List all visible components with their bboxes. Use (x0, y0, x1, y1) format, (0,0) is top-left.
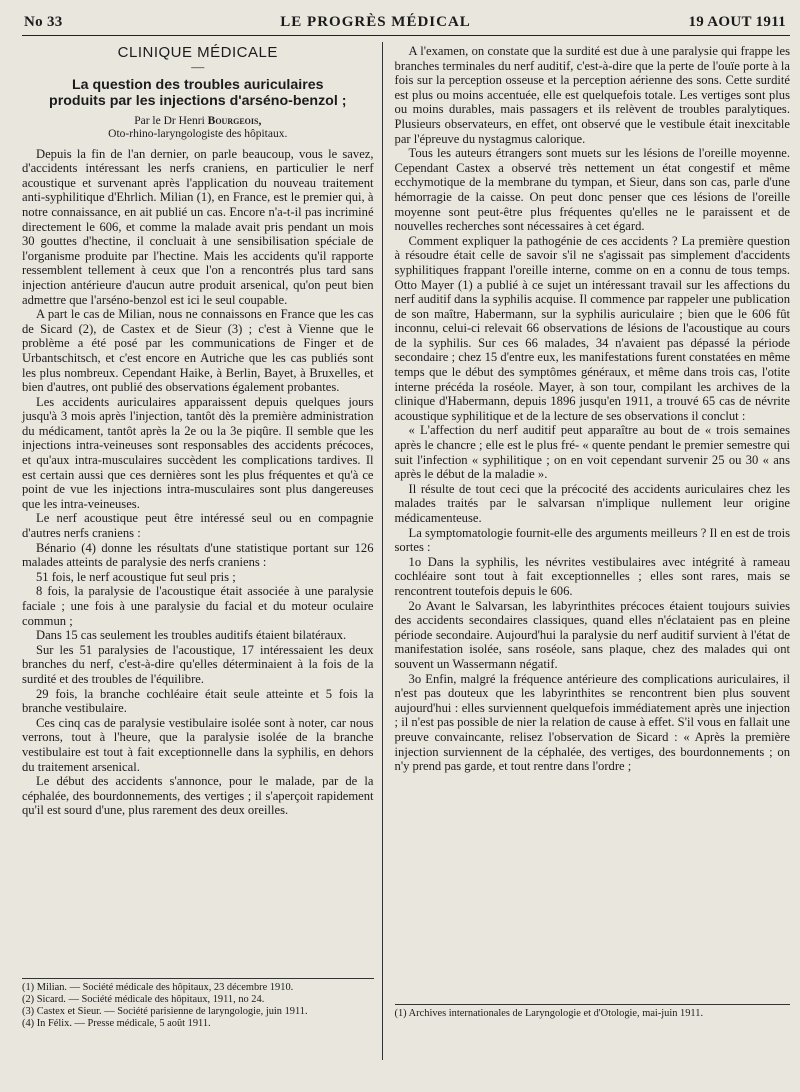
paragraph: A part le cas de Milian, nous ne connaissons en France que les cas de Sicard (2), de Castex et de Sieur (3) ; c'est à Vienne que le problème a été posé par les communications de Finger et de Urbantschitsch, et c'est encore en Autriche que les cas publiés sont les plus nombreux. Cependant Haike, à Berlin, Bayet, à Bruxelles, et bien d'autres, ont publié des observations également probantes. (22, 307, 374, 395)
paragraph: Comment expliquer la pathogénie de ces accidents ? La première question à résoudre était celle de savoir s'il ne s'agissait pas simplement d'accidents syphilitiques frappant l'oreille interne, comme on en a connu de tous temps. Otto Mayer (1) a publié à ce sujet un intéressant travail sur les affections du nerf auditif dans la syphilis acquise. Il commence par rappeler une publication de son maître, Habermann, sur la syphilis auriculaire ; bien que le 606 fût inconnu, celui-ci relevait 66 observations de lésions de l'acoustique au cours de la syphilis. Sur ces 66 malades, 34 n'avaient pas dépassé la période secondaire ; chez 15 d'entre eux, les manifestations furent constatées en même temps que le début des symptômes généraux, et même dans trois cas, l'otite interne précéda la roséole. Mayer, à son tour, compilant les archives de la clinique d'Habermann, depuis 1896 jusqu'en 1911, a trouvé 65 cas de névrite acoustique syphilitique et de la lecture de ses observations il conclut : (394, 233, 790, 423)
paragraph: 2o Avant le Salvarsan, les labyrinthites précoces étaient toujours suivies des accidents secondaires classiques, quand elles n'éclataient pas en pleine période secondaire. Aujourd'hui la paralysie du nerf auditif survient à l'état de manifestation isolée, sans roséole, sans plaque, chez des malades qui ont souvent un Wassermann négatif. (394, 598, 790, 671)
right-footnotes (395, 1004, 790, 1020)
footnote: (2) Sicard. — Société médicale des hôpitaux, 1911, no 24. (22, 994, 265, 1005)
article-title-line-1: La question des troubles auriculaires (72, 76, 324, 93)
author-name: Bourgeois, (207, 114, 262, 127)
two-column-body (22, 36, 790, 1064)
left-body-text (22, 147, 374, 818)
running-header (22, 14, 790, 36)
paragraph: Bénario (4) donne les résultats d'une statistique portant sur 126 malades atteints de paralysie des nerfs craniens : (22, 540, 374, 570)
paragraph: Le nerf acoustique peut être intéressé seul ou en compagnie d'autres nerfs craniens : (22, 511, 374, 541)
paragraph: Sur les 51 paralysies de l'acoustique, 17 intéressaient les deux branches du nerf, c'est-à-dire qu'elles déterminaient à la fois de la surdité et des troubles de l'équilibre. (22, 642, 374, 686)
paragraph: Le début des accidents s'annonce, pour le malade, par de la céphalée, des bourdonnements, des vertiges ; il s'aperçoit rapidement qu'il est sourd d'une, plus rarement des deux oreilles. (22, 774, 374, 818)
left-column (22, 36, 382, 1064)
paragraph: Ces cinq cas de paralysie vestibulaire isolée sont à noter, car nous verrons, tout à l'heure, que la paralysie isolée de la branche vestibulaire est tout à fait exceptionnelle dans la syphilis, en dehors du traitement arsenical. (22, 715, 374, 774)
paragraph: Les accidents auriculaires apparaissent depuis quelques jours jusqu'à 3 mois après l'injection, tantôt dès la première administration du médicament, tantôt après la 2e ou la 3e piqûre. Il semble que les injections intra-veineuses sont responsables des accidents précoces, et qu'aux intra-musculaires succèdent les complications tardives. Il est certain aussi que ces dernières sont les plus fréquentes et qu'à ce point de vue les injections intra-musculaires sont plus dangereuses que les intra-veineuses. (22, 394, 374, 511)
footnote: (1) Archives internationales de Laryngologie et d'Otologie, mai-juin 1911. (394, 1008, 704, 1019)
footnote: (1) Milian. — Société médicale des hôpitaux, 23 décembre 1910. (22, 982, 294, 993)
journal-title: LE PROGRÈS MÉDICAL (280, 14, 471, 30)
left-footnotes (22, 978, 374, 1030)
title-dash: — (191, 58, 205, 74)
paragraph: Tous les auteurs étrangers sont muets sur les lésions de l'oreille moyenne. Cependant Castex a observé très nettement un état congestif et même ecchymotique de la membrane du tympan, et Sieur, dans son cas, parle d'une hémorragie de la caisse. On peut donc penser que ces lésions de l'oreille moyenne sont peut-être plus fréquentes qu'elles ne le paraissent et de nouvelles recherches sont nécessaires à cet égard. (394, 146, 790, 234)
right-column (383, 36, 790, 1064)
paragraph: Il résulte de tout ceci que la précocité des accidents auriculaires chez les malades traités par le salvarsan n'implique nullement leur origine médicamenteuse. (394, 481, 790, 525)
section-title: CLINIQUE MÉDICALE (117, 44, 278, 61)
byline-prefix: Par le Dr Henri (134, 114, 208, 127)
issue-date: 19 AOUT 1911 (688, 14, 786, 30)
issue-number: No 33 (24, 14, 63, 30)
footnote: (4) In Félix. — Presse médicale, 5 août 1911. (22, 1018, 211, 1029)
author-affiliation: Oto-rhino-laryngologiste des hôpitaux. (108, 127, 288, 140)
article-title (22, 77, 374, 109)
paragraph: A l'examen, on constate que la surdité est due à une paralysie qui frappe les branches terminales du nerf auditif, c'est-à-dire que la perte de l'ouïe porte à la fois sur la perception osseuse et la perception aérienne des sons. Cette surdité est plus ou moins accentuée, elle est quelquefois totale. Les vertiges sont plus ou moins durables, mais passagers et ils relèvent de troubles paralytiques. Plusieurs observateurs, en effet, ont observé que le vestibule était inexcitable par l'épreuve du nystagmus calorique. (394, 44, 790, 146)
byline (22, 115, 374, 128)
quotation: « L'affection du nerf auditif peut apparaître au bout de « trois semaines après le chancre ; elle est le plus fré- « quente pendant le premier semestre qui suit l'infection « syphilitique ; on en voit cependant survenir 25 ou 30 « ans après le début de la maladie ». (394, 423, 790, 482)
article-title-line-2: produits par les injections d'arséno-benzol ; (49, 92, 347, 109)
paragraph: La symptomatologie fournit-elle des arguments meilleurs ? Il en est de trois sortes : (394, 525, 790, 555)
paragraph: 3o Enfin, malgré la fréquence antérieure des complications auriculaires, il n'est pas douteux que les labyrinthites se rencontrent bien plus souvent aujourd'hui : elles surviennent quelquefois immédiatement après une injection ; il n'est pas possible de nier la relation de cause à effet. S'il vous en fallait une preuve convaincante, relisez l'observation de Sicard : « Après la première injection surviennent de la céphalée, des vertiges, des bourdonnements ; on n'y prend pas garde, et tout rentre dans l'ordre ; (394, 671, 790, 774)
paragraph: Depuis la fin de l'an dernier, on parle beaucoup, vous le savez, d'accidents intéressant les nerfs craniens, en particulier le nerf acoustique et survenant après l'application du nouveau traitement anti-syphilitique d'Ehrlich. Milian (1), en France, est le premier qui, à notre connaissance, en ait publié un cas. Encore n'a-t-il pas incriminé directement le 606, et comme la malade avait pris pendant un mois 30 gouttes d'hectine, il concluait à une sensibilisation spéciale de l'organisme produite par l'hectine. Mais les accidents qu'il rapporte ressemblent tellement à ceux que l'on a rencontrés plus tard sans injection antérieure d'aucun autre produit arsenical, qu'on peut bien admettre que l'arséno-benzol est ici le seul coupable. (22, 146, 374, 307)
paragraph: 51 fois, le nerf acoustique fut seul pris ; (36, 569, 236, 584)
paragraph: 29 fois, la branche cochléaire était seule atteinte et 5 fois la branche vestibulaire. (22, 686, 374, 716)
footnote: (3) Castex et Sieur. — Société parisienne de laryngologie, juin 1911. (22, 1006, 308, 1017)
paragraph: 1o Dans la syphilis, les névrites vestibulaires avec intégrité à rameau cochléaire sont tout à fait exceptionnelles ; elles sont rares, mais se rencontrent toutefois depuis le 606. (394, 554, 790, 598)
paragraph: Dans 15 cas seulement les troubles auditifs étaient bilatéraux. (36, 628, 347, 643)
paragraph: 8 fois, la paralysie de l'acoustique était associée à une paralysie faciale ; une fois à une paralysie du facial et du moteur oculaire commun ; (22, 584, 374, 628)
right-body-text (395, 44, 790, 774)
